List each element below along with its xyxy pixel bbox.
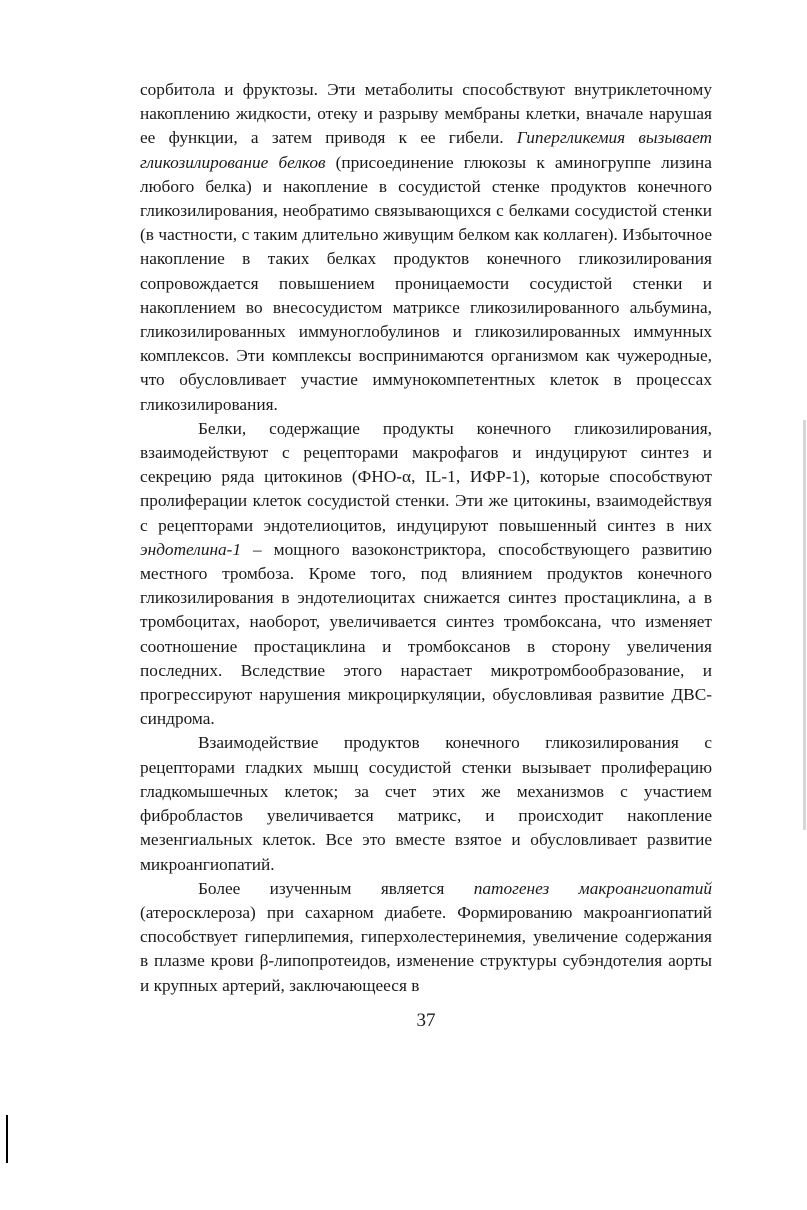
paragraph-1-segment-3: (присоединение глюкозы к аминогруппе лизина любого белка) и накопление в сосудистой стенке продуктов конечного гликозилирования, необратимо связывающихся с белками сосудистой стенки (в частности, с таким длительно живущим белком как коллаген). Избыточное накопление в таких белках продуктов конечного гликозилирования сопровождается повышением проницаемости сосудистой стенки и накоплением во внесосудистом матриксе гликозилированного альбумина, гликозилированных иммуноглобулинов и гликозилированных иммунных комплексов. Эти комплексы воспринимаются организмом как чужеродные, что обусловливает участие иммунокомпетентных клеток в процессах гликозилирования. xyxy=(140,152,712,414)
paragraph-1 xyxy=(140,78,712,417)
paragraph-4-segment-3: (атеросклероза) при сахарном диабете. Формированию макроангиопатий способствует гиперлипемия, гиперхолестеринемия, увеличение содержания в плазме крови β-липопротеидов, изменение структуры субэндотелия аорты и крупных артерий, заключающееся в xyxy=(140,902,712,995)
paragraph-4-segment-1: Более изученным является xyxy=(198,878,474,898)
scan-shadow-mark xyxy=(803,420,806,830)
paragraph-2-italic-term: эндотелина-1 xyxy=(140,539,242,559)
paragraph-2 xyxy=(140,417,712,732)
paragraph-1-italic-term: Гипергликемия вызывает гликозилирование белков xyxy=(140,128,712,172)
paragraph-4-italic-term: патогенез макроангиопатий xyxy=(473,878,712,898)
paragraph-2-segment-1: Белки, содержащие продукты конечного гликозилирования, взаимодействуют с рецепторами макрофагов и индуцируют синтез и секрецию ряда цитокинов (ФНО-α, IL-1, ИФР-1), которые способствуют пролиферации клеток сосудистой стенки. Эти же цитокины, взаимодействуя с рецепторами эндотелиоцитов, индуцируют повышенный синтез в них xyxy=(140,418,712,535)
paragraph-2-segment-3: – мощного вазоконстриктора, способствующего развитию местного тромбоза. Кроме того, под влиянием продуктов конечного гликозилирования в эндотелиоцитах снижается синтез простациклина, а в тромбоцитах, наоборот, увеличивается синтез тромбоксана, что изменяет соотношение простациклина и тромбоксанов в сторону увеличения последних. Вследствие этого нарастает микротромбообразование, и прогрессируют нарушения микроциркуляции, обусловливая развитие ДВС-синдрома. xyxy=(140,539,712,729)
paragraph-3 xyxy=(140,731,712,876)
paragraph-4 xyxy=(140,877,712,998)
paragraph-3-segment-1: Взаимодействие продуктов конечного гликозилирования с рецепторами гладких мышц сосудистой стенки вызывает пролиферацию гладкомышечных клеток; за счет этих же механизмов с участием фибробластов увеличивается матрикс, и происходит накопление мезенгиальных клеток. Все это вместе взятое и обусловливает развитие микроангиопатий. xyxy=(140,733,712,874)
paragraph-1-segment-1: сорбитола и фруктозы. Эти метаболиты способствуют внутриклеточному накоплению жидкости, отеку и разрыву мембраны клетки, вначале нарушая ее функции, а затем приводя к ее гибели. xyxy=(140,80,712,148)
scan-edge-mark xyxy=(6,1115,8,1163)
body-text xyxy=(140,78,712,998)
page-number: 37 xyxy=(416,1010,436,1031)
